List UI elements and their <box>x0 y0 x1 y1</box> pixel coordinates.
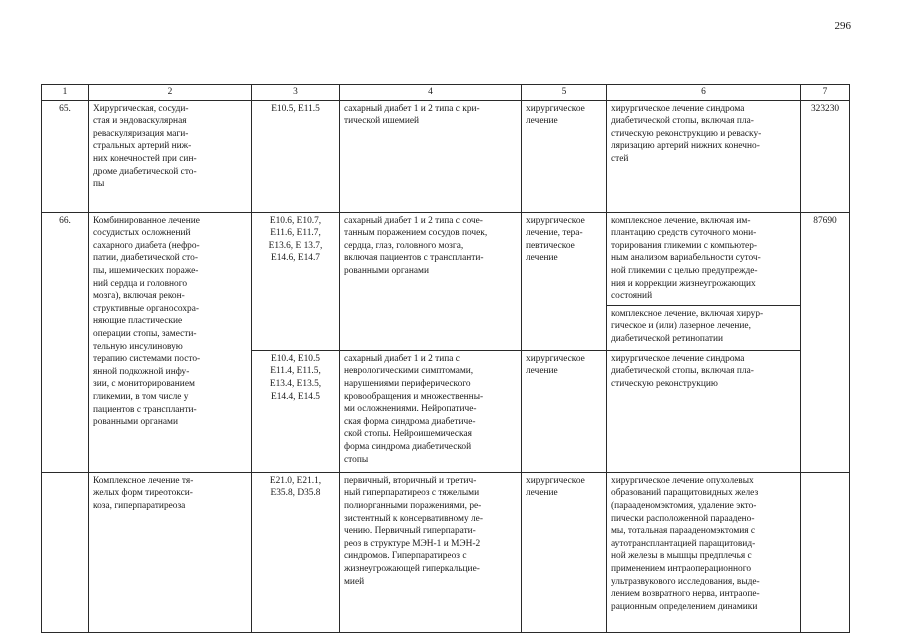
procedure-name: Комбинированное лечение сосудистых осложнений сахарного диабета (нефро- патии, диабетической сто- пы, ишемических пораже- ний сердца и головного мозга), включая рекон- структивные органосохра- няющие пластические операции стопы, замести- тельную инсулиновую терапию системами посто- янной подкожной инфу- зии, с мониторированием гликемии, в том числе у пациентов с транспланти- рованными органами <box>89 212 252 472</box>
icd-codes: E21.0, E21.1, E35.8, D35.8 <box>252 472 340 632</box>
procedures-table <box>41 84 850 633</box>
column-header: 1 <box>42 85 89 101</box>
column-header: 5 <box>522 85 607 101</box>
price: 87690 <box>801 212 850 472</box>
column-header: 2 <box>89 85 252 101</box>
treatment-method: комплексное лечение, включая им- плантацию средств суточного мони- торирования гликемии с компьютер- ным анализом вариабельности суточ- ной гликемии с целью предупрежде- ния и коррекции жизнеугрожающих состояний <box>607 212 801 305</box>
treatment-type: хирургическое лечение <box>522 350 607 472</box>
row-number: 66. <box>42 212 89 472</box>
treatment-method: хирургическое лечение опухолевых образований паращитовидных желез (парааденомэктомия, удаление экто- пически расположенной параадено- мы, тотальная парааденомэктомия с аутотрансплантацией паращитовид- ной железы в мышцы предплечья с применением интраоперационного ультразвукового исследования, выде- лением возвратного нерва, интраопе- рационным определением динамики <box>607 472 801 632</box>
table-row <box>42 472 850 632</box>
treatment-method: хирургическое лечение синдрома диабетической стопы, включая пла- стическую реконструкцию и реваску- ляризацию артерий нижних конечно- стей <box>607 100 801 212</box>
row-number <box>42 472 89 632</box>
patient-model: сахарный диабет 1 и 2 типа с соче- танным поражением сосудов почек, сердца, глаз, головного мозга, включая пациентов с транспланти- рованными органами <box>340 212 522 350</box>
page-number: 296 <box>834 20 851 32</box>
table-row <box>42 212 850 305</box>
column-header: 7 <box>801 85 850 101</box>
row-number: 65. <box>42 100 89 212</box>
patient-model: сахарный диабет 1 и 2 типа с неврологическими симптомами, нарушениями периферического кровообращения и множественны- ми осложнениями. Нейропатиче- ская форма синдрома диабетиче- ской стопы. Нейроишемическая форма синдрома диабетической стопы <box>340 350 522 472</box>
treatment-method: комплексное лечение, включая хирур- гическое и (или) лазерное лечение, диабетической ретинопатии <box>607 305 801 350</box>
treatment-type: хирургическое лечение <box>522 100 607 212</box>
icd-codes: E10.6, E10.7, E11.6, E11.7, E13.6, E 13.7, E14.6, E14.7 <box>252 212 340 350</box>
icd-codes: E10.5, E11.5 <box>252 100 340 212</box>
icd-codes: E10.4, E10.5 E11.4, E11.5, E13.4, E13.5, E14.4, E14.5 <box>252 350 340 472</box>
column-header: 4 <box>340 85 522 101</box>
treatment-type: хирургическое лечение, тера- певтическое лечение <box>522 212 607 350</box>
procedure-name: Хирургическая, сосуди- стая и эндоваскулярная реваскуляризация маги- стральных артерий ниж- них конечностей при син- дроме диабетической сто- пы <box>89 100 252 212</box>
patient-model: первичный, вторичный и третич- ный гиперпаратиреоз с тяжелыми полиорганными поражениями, ре- зистентный к консервативному ле- чению. Первичный гиперпарати- реоз в структуре МЭН-1 и МЭН-2 синдромов. Гиперпаратиреоз с жизнеугрожающей гиперкальцие- мией <box>340 472 522 632</box>
column-header: 6 <box>607 85 801 101</box>
treatment-type: хирургическое лечение <box>522 472 607 632</box>
price: 323230 <box>801 100 850 212</box>
patient-model: сахарный диабет 1 и 2 типа с кри- тической ишемией <box>340 100 522 212</box>
header-row <box>42 85 850 101</box>
treatment-method: хирургическое лечение синдрома диабетической стопы, включая пла- стическую реконструкцию <box>607 350 801 472</box>
table-row <box>42 100 850 212</box>
price <box>801 472 850 632</box>
column-header: 3 <box>252 85 340 101</box>
procedure-name: Комплексное лечение тя- желых форм тиреотокси- коза, гиперпаратиреоза <box>89 472 252 632</box>
